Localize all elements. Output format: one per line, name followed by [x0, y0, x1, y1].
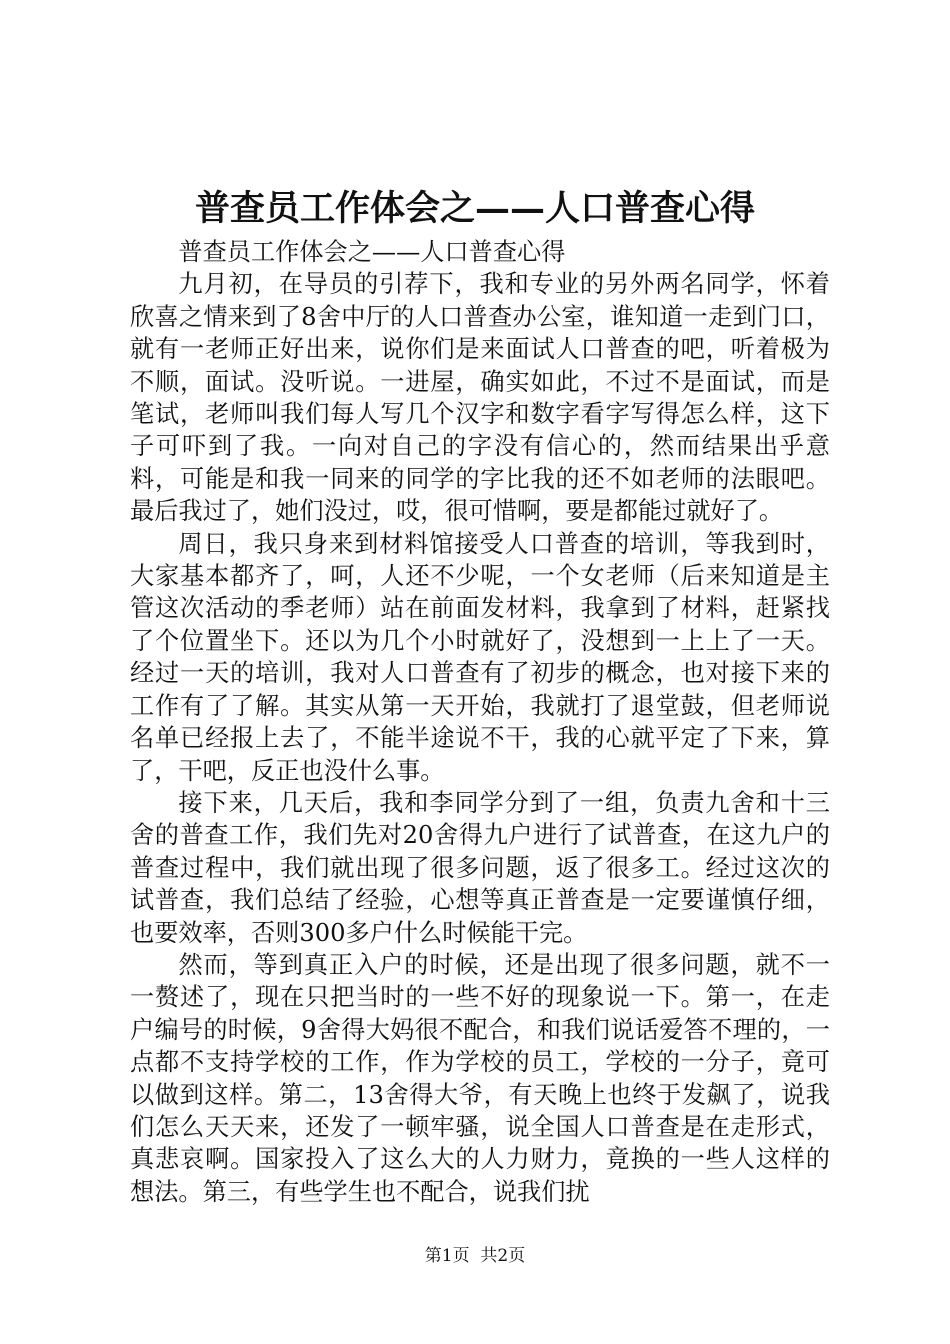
document-title: 普查员工作体会之——人口普查心得	[194, 188, 755, 229]
paragraph-4: 然而，等到真正入户的时候，还是出现了很多问题，就不一一赘述了，现在只把当时的一些不好的现象说一下。第一，在走户编号的时候，9舍得大妈很不配合，和我们说话爱答不理的，一点都不支持学校的工作，作为学校的员工，学校的一分子，竟可以做到这样。第二，13舍得大爷，有天晚上也终于发飙了，说我们怎么天天来，还发了一顿牢骚，说全国人口普查是在走形式，真悲哀啊。国家投入了这么大的人力财力，竟换的一些人这样的想法。第三，有些学生也不配合，说我们扰	[130, 950, 830, 1206]
paragraph-3: 接下来，几天后，我和李同学分到了一组，负责九舍和十三舍的普查工作，我们先对20舍得九户进行了试普查，在这九户的普查过程中，我们就出现了很多问题，返了很多工。经过这次的试普查，我们总结了经验，心想等真正普查是一定要谨慎仔细，也要效率，否则300多户什么时候能干完。	[130, 788, 830, 947]
document-body	[130, 236, 830, 1208]
page-footer	[0, 1244, 950, 1268]
page-total: 共2页	[480, 1246, 526, 1266]
paragraph-1: 九月初，在导员的引荐下，我和专业的另外两名同学，怀着欣喜之情来到了8舍中厅的人口普查办公室，谁知道一走到门口，就有一老师正好出来，说你们是来面试人口普查的吧，听着极为不顺，面试。没听说。一进屋，确实如此，不过不是面试，而是笔试，老师叫我们每人写几个汉字和数字看字写得怎么样，这下子可吓到了我。一向对自己的字没有信心的，然而结果出乎意料，可能是和我一同来的同学的字比我的还不如老师的法眼吧。最后我过了，她们没过，哎，很可惜啊，要是都能过就好了。	[130, 270, 830, 526]
paragraph-2: 周日，我只身来到材料馆接受人口普查的培训，等我到时，大家基本都齐了，呵，人还不少呢，一个女老师（后来知道是主管这次活动的季老师）站在前面发材料，我拿到了材料，赶紧找了个位置坐下。还以为几个小时就好了，没想到一上上了一天。经过一天的培训，我对人口普查有了初步的概念，也对接下来的工作有了了解。其实从第一天开始，我就打了退堂鼓，但老师说名单已经报上去了，不能半途说不干，我的心就平定了下来，算了，干吧，反正也没什么事。	[130, 529, 830, 785]
page-number: 第1页	[424, 1246, 470, 1266]
paragraph-subtitle: 普查员工作体会之——人口普查心得	[178, 238, 566, 266]
